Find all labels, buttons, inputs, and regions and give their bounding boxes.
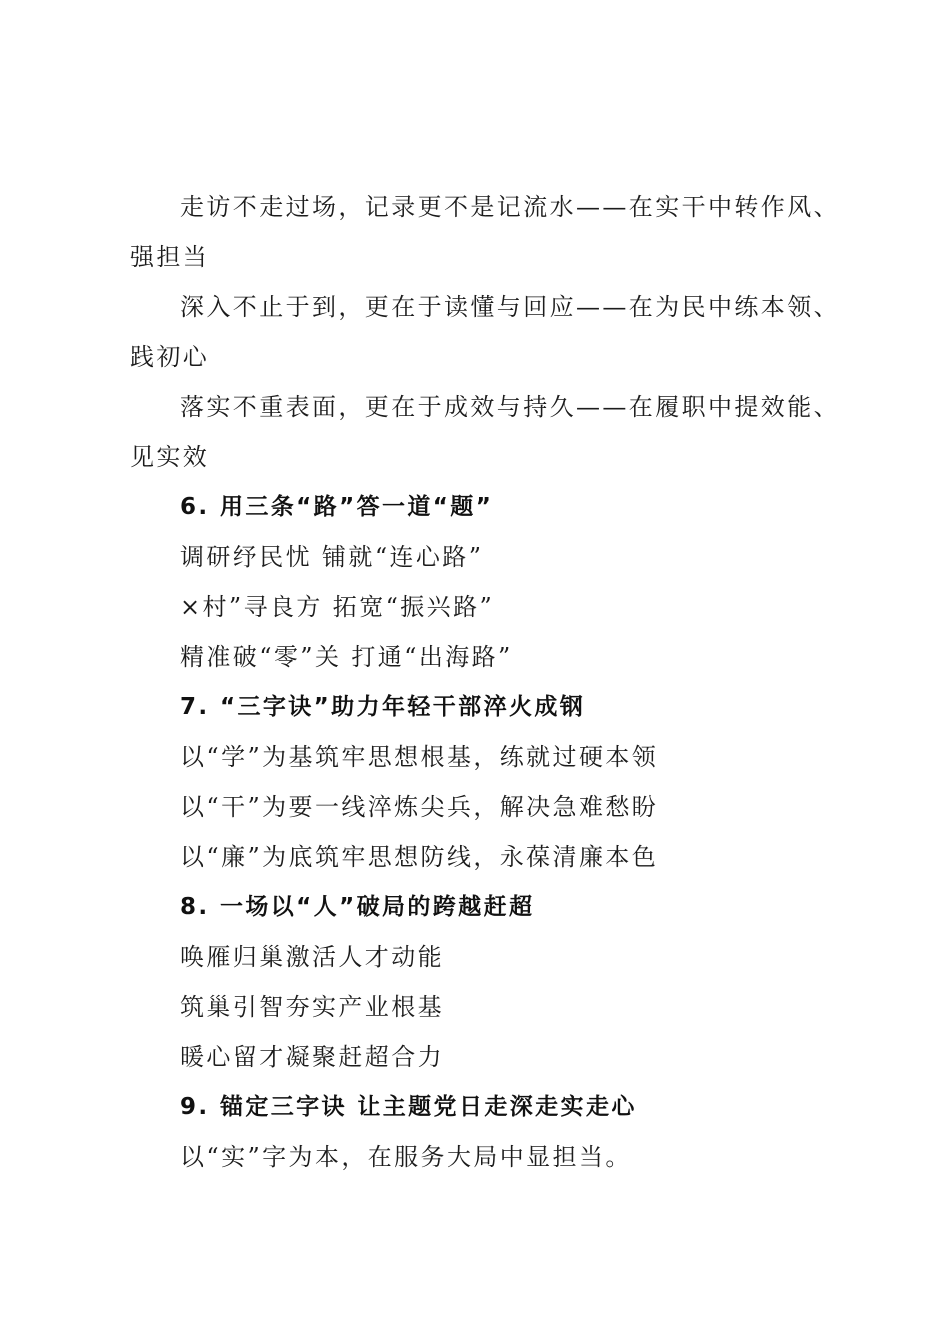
section-8-item-3: 暖心留才凝聚赶超合力 (180, 1043, 444, 1071)
section-9-heading: 9. 锚定三字诀 让主题党日走深走实走心 (180, 1094, 637, 1120)
section-6-item-2: ×村”寻良方 拓宽“振兴路” (180, 593, 495, 621)
section-7-item-3: 以“廉”为底筑牢思想防线，永葆清廉本色 (180, 843, 659, 871)
section-7-heading: 7. “三字诀”助力年轻干部淬火成钢 (180, 694, 586, 720)
section-7-item-2: 以“干”为要一线淬炼尖兵，解决急难愁盼 (180, 793, 659, 821)
section-8-item-2: 筑巢引智夯实产业根基 (180, 993, 444, 1021)
section-9-item-1: 以“实”字为本，在服务大局中显担当。 (180, 1143, 632, 1171)
paragraph-2-line-1: 深入不止于到，更在于读懂与回应——在为民中练本领、 (180, 293, 840, 321)
section-6-heading: 6. 用三条“路”答一道“题” (180, 494, 494, 520)
paragraph-1-line-1: 走访不走过场，记录更不是记流水——在实干中转作风、 (180, 193, 840, 221)
section-7-item-1: 以“学”为基筑牢思想根基，练就过硬本领 (180, 743, 659, 771)
section-6-item-1: 调研纾民忧 铺就“连心路” (180, 543, 484, 571)
section-8-item-1: 唤雁归巢激活人才动能 (180, 943, 444, 971)
document-body (130, 182, 840, 1182)
section-6-item-3: 精准破“零”关 打通“出海路” (180, 643, 513, 671)
paragraph-1-line-2: 强担当 (130, 243, 210, 271)
paragraph-3-line-1: 落实不重表面，更在于成效与持久——在履职中提效能、 (180, 393, 840, 421)
paragraph-2-line-2: 践初心 (130, 343, 210, 371)
paragraph-3-line-2: 见实效 (130, 443, 210, 471)
section-8-heading: 8. 一场以“人”破局的跨越赶超 (180, 894, 535, 920)
